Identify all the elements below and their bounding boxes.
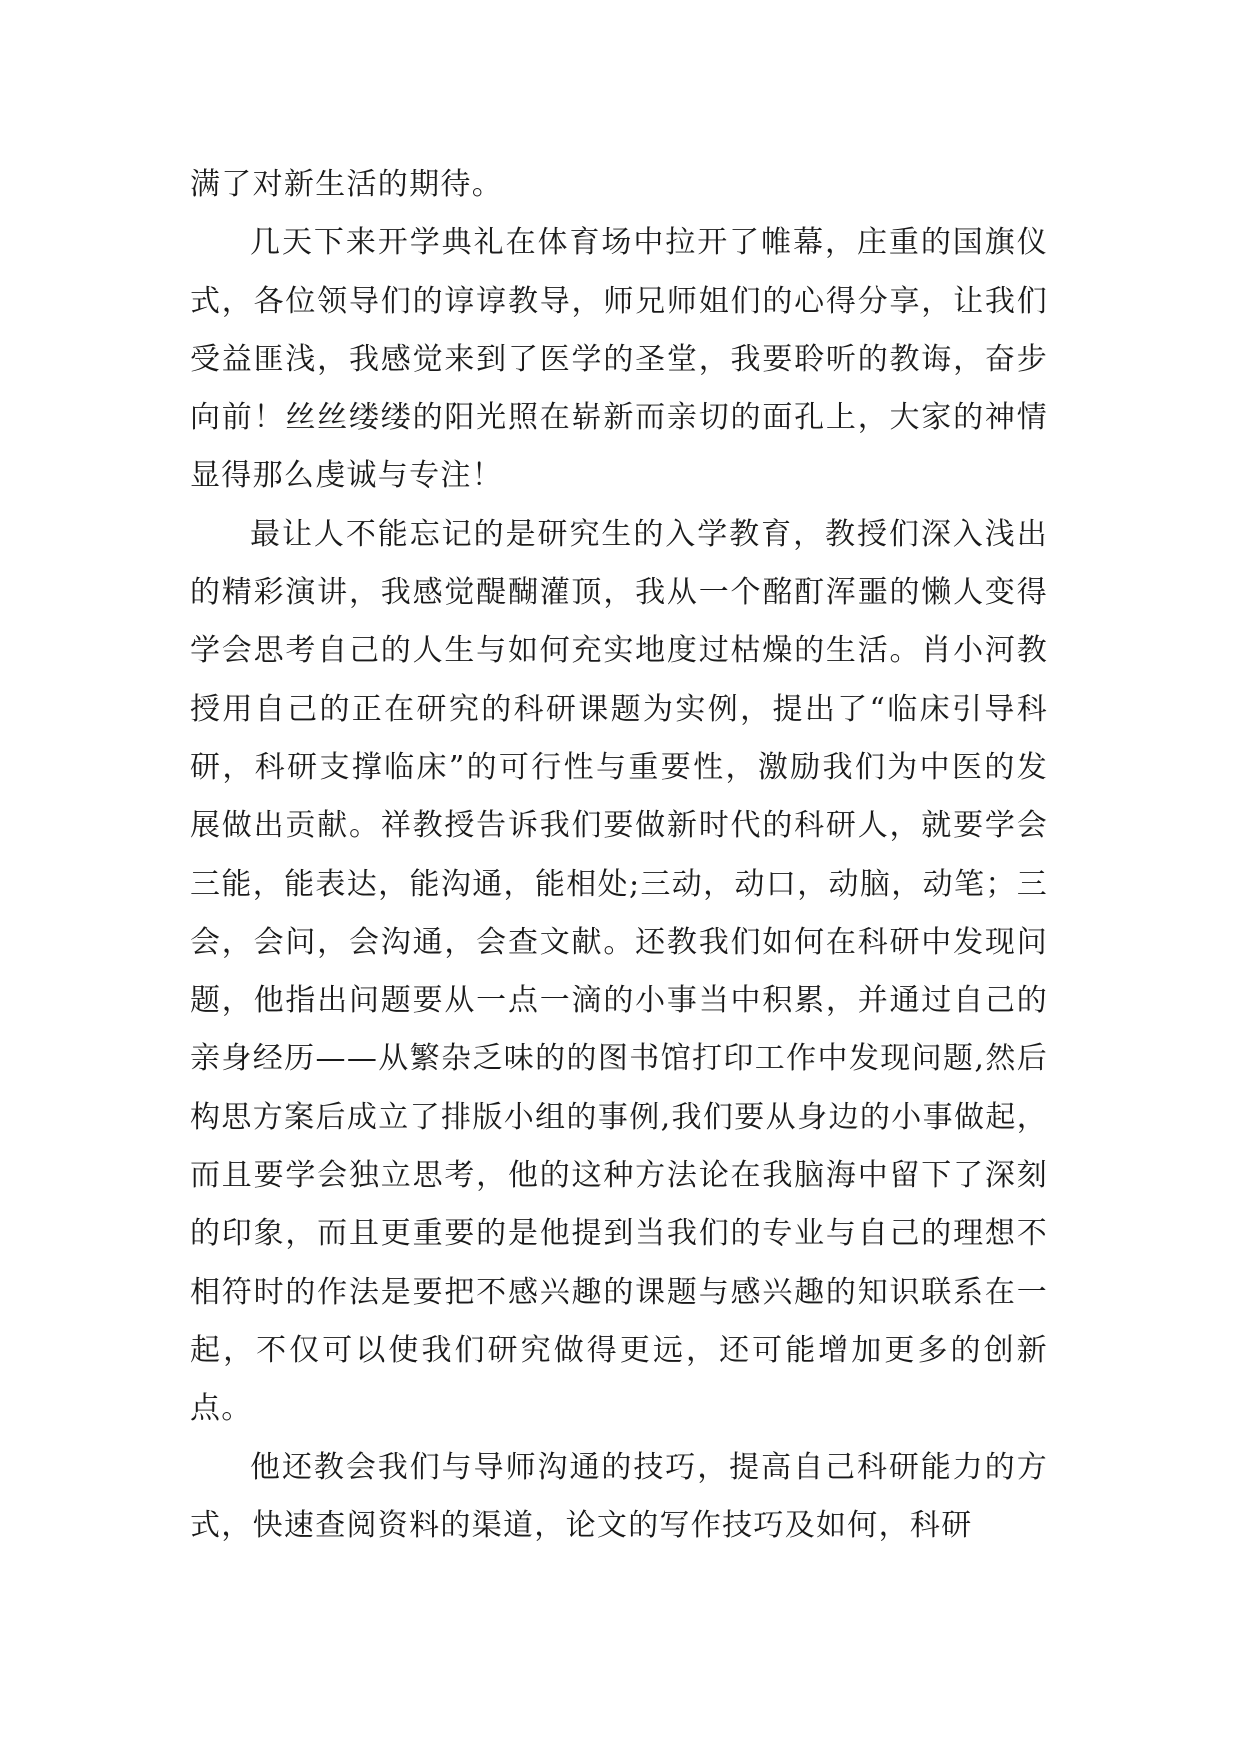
paragraph-2: 几天下来开学典礼在体育场中拉开了帷幕，庄重的国旗仪式，各位领导们的谆谆教导，师兄师姐们的心得分享，让我们受益匪浅，我感觉来到了医学的圣堂，我要聆听的教诲，奋步向前！丝丝缕缕的阳光照在崭新而亲切的面孔上，大家的神情显得那么虔诚与专注！ <box>190 225 1048 494</box>
document-body <box>190 156 1048 1555</box>
paragraph-1: 满了对新生活的期待。 <box>190 167 503 202</box>
paragraph-4: 他还教会我们与导师沟通的技巧，提高自己科研能力的方式，快速查阅资料的渠道，论文的写作技巧及如何，科研 <box>190 1449 1048 1543</box>
paragraph-3: 最让人不能忘记的是研究生的入学教育，教授们深入浅出的精彩演讲，我感觉醍醐灌顶，我从一个酩酊浑噩的懒人变得学会思考自己的人生与如何充实地度过枯燥的生活。肖小河教授用自己的正在研究的科研课题为实例，提出了“临床引导科研，科研支撑临床”的可行性与重要性，激励我们为中医的发展做出贡献。祥教授告诉我们要做新时代的科研人，就要学会三能，能表达，能沟通，能相处;三动，动口，动脑，动笔；三会，会问，会沟通，会查文献。还教我们如何在科研中发现问题，他指出问题要从一点一滴的小事当中积累，并通过自己的亲身经历——从繁杂乏味的的图书馆打印工作中发现问题,然后构思方案后成立了排版小组的事例,我们要从身边的小事做起，而且要学会独立思考，他的这种方法论在我脑海中留下了深刻的印象，而且更重要的是他提到当我们的专业与自己的理想不相符时的作法是要把不感兴趣的课题与感兴趣的知识联系在一起，不仅可以使我们研究做得更远，还可能增加更多的创新点。 <box>190 516 1048 1427</box>
